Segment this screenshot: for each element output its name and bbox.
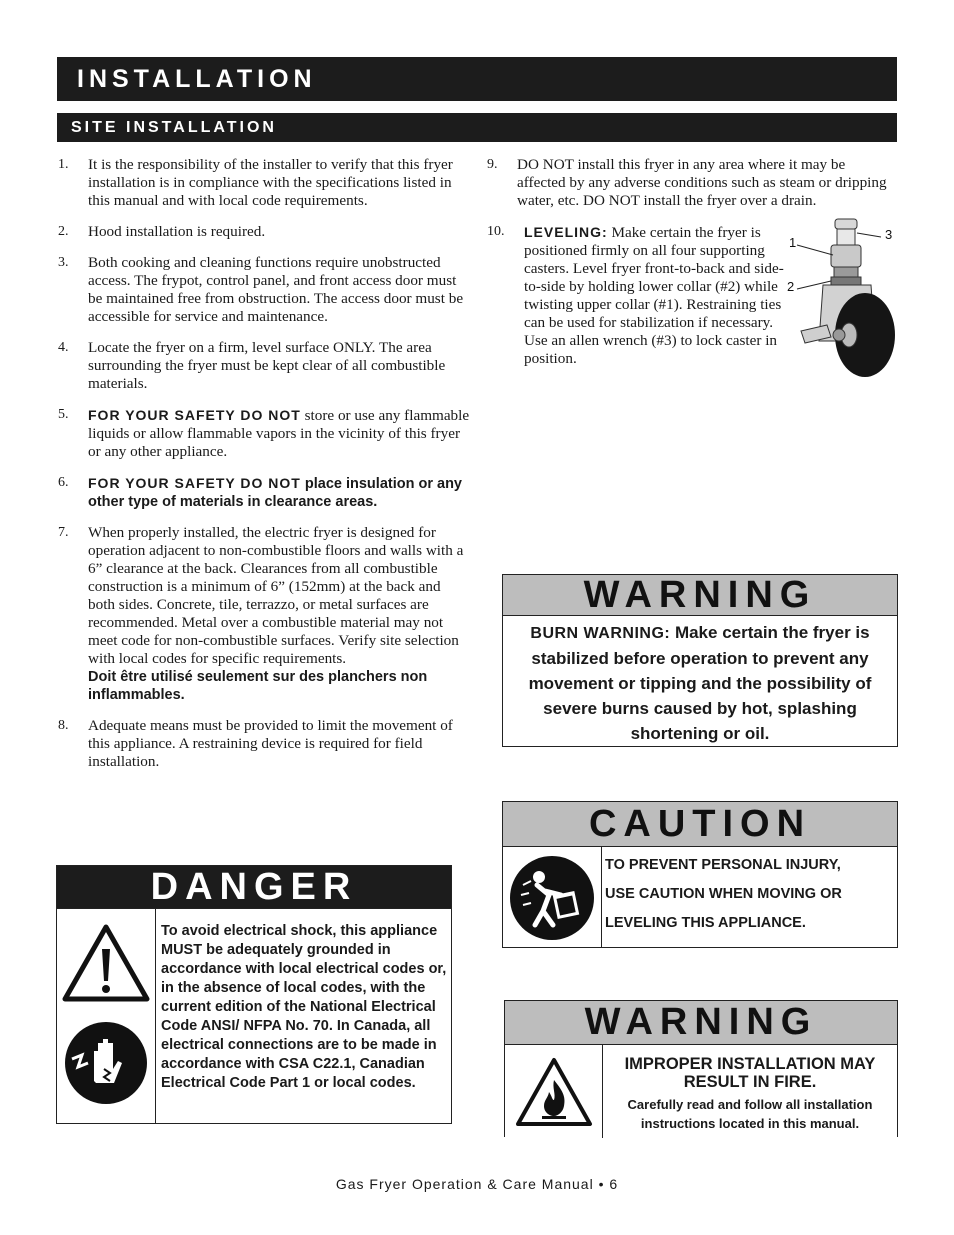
- item-text: Adequate means must be provided to limit the movement of this appliance. A restraining device is required for field installation.: [88, 717, 453, 770]
- item-number: 5.: [58, 407, 69, 422]
- burn-warning-lead: BURN WARNING:: [530, 625, 671, 642]
- item-body: store or use any flammable liquids or allow flammable vapors in the vicinity of this fryer or any other appliance.: [88, 407, 470, 460]
- list-item-3: [58, 254, 470, 326]
- danger-box: [56, 865, 452, 1124]
- subsection-title: SITE INSTALLATION: [71, 118, 277, 136]
- item-number: 3.: [58, 255, 69, 270]
- french-notice: Doit être utilisé seulement sur des planchers non inflammables.: [88, 669, 428, 703]
- caution-title: CAUTION: [503, 802, 897, 847]
- danger-text: To avoid electrical shock, this appliance MUST be adequately grounded in accordance with local electrical codes or, in the absence of local codes, with the current edition of the National Electrical Code ANSI/ NFPA No. 70. In Canada, all electrical connections are to be made in accordance with CSA C22.1, Canadian Electrical Code Part 1 or local codes.: [161, 923, 447, 1091]
- item-number: 2.: [58, 224, 69, 239]
- item-text: It is the responsibility of the installer to verify that this fryer installation is in compliance with the specifications listed in this manual and with local code requirements.: [88, 156, 453, 209]
- item-text: Hood installation is required.: [88, 223, 266, 240]
- item-text: [524, 223, 789, 368]
- right-column: [487, 156, 897, 381]
- safety-lead: FOR YOUR SAFETY DO NOT: [88, 407, 301, 423]
- burn-warning-text: [503, 616, 897, 746]
- fire-warning-body: Carefully read and follow all installation instructions located in this manual.: [627, 1097, 873, 1131]
- item-text: Locate the fryer on a firm, level surface ONLY. The area surrounding the fryer must be kept clear of all combustible materials.: [88, 339, 446, 392]
- item-number: 1.: [58, 157, 69, 172]
- exclamation-triangle-icon: [61, 923, 151, 1003]
- item-text: Both cooking and cleaning functions require unobstructed access. The frypot, control panel, and front access door must be maintained free from obstruction. The access door must be accessible for service and maintenance.: [88, 254, 464, 325]
- item-text: [88, 474, 470, 511]
- burn-warning-box: [502, 574, 898, 747]
- caster-label-2: 2: [787, 279, 795, 294]
- warning-title: WARNING: [505, 1001, 897, 1045]
- danger-icon-cell: [57, 909, 156, 1124]
- fire-warning-heading: IMPROPER INSTALLATION MAY RESULT IN FIRE.: [624, 1055, 876, 1091]
- list-item-1: [58, 156, 470, 210]
- caution-box: [502, 801, 898, 948]
- warning-title: WARNING: [503, 575, 897, 616]
- danger-title: DANGER: [57, 866, 451, 909]
- list-item-5: [58, 406, 470, 461]
- safety-lead: FOR YOUR SAFETY DO NOT: [88, 475, 301, 491]
- burn-warning-body: Make certain the fryer is stabilized before operation to prevent any movement or tipping and the possibility of severe burns caused by hot, splashing shortening or oil.: [528, 623, 872, 743]
- list-item-7: [58, 524, 470, 704]
- item-number: 7.: [58, 525, 69, 540]
- item-text: [88, 406, 470, 461]
- list-item-6: [58, 474, 470, 511]
- caution-line-2: USE CAUTION WHEN MOVING OR: [605, 886, 842, 902]
- page-footer: Gas Fryer Operation & Care Manual • 6: [335, 1176, 619, 1192]
- list-item-8: [58, 717, 470, 771]
- item-number: 4.: [58, 340, 69, 355]
- caster-illustration: [787, 211, 905, 379]
- list-item-2: [58, 223, 470, 241]
- list-item-10: [487, 223, 897, 368]
- item-text: DO NOT install this fryer in any area where it may be affected by any adverse conditions such as steam or dripping water, etc. DO NOT install the fryer over a drain.: [517, 156, 887, 209]
- item-number: 9.: [487, 157, 498, 172]
- section-title-bar: [57, 57, 897, 101]
- section-title: INSTALLATION: [77, 64, 317, 93]
- item-text: [88, 524, 470, 704]
- fire-warning-box: [504, 1000, 898, 1137]
- electric-shock-hand-icon: [64, 1021, 148, 1105]
- subsection-title-bar: [57, 113, 897, 142]
- caution-line-1: TO PREVENT PERSONAL INJURY,: [605, 857, 841, 873]
- leveling-lead: LEVELING:: [524, 224, 608, 240]
- list-item-9: [487, 156, 897, 210]
- fire-triangle-icon: [514, 1056, 594, 1128]
- item-body: place insulation or any other type of materials in clearance areas.: [88, 476, 462, 510]
- caster-label-3: 3: [885, 227, 893, 242]
- item-number: 8.: [58, 718, 69, 733]
- lifting-person-icon: [509, 855, 595, 941]
- fire-warning-text: [603, 1045, 897, 1138]
- caution-icon-cell: [503, 847, 602, 948]
- item-number: 6.: [58, 475, 69, 490]
- caution-line-3: LEVELING THIS APPLIANCE.: [605, 915, 806, 931]
- caster-label-1: 1: [789, 235, 797, 250]
- item-number: 10.: [487, 224, 505, 239]
- list-item-4: [58, 339, 470, 393]
- caution-text: [602, 847, 897, 948]
- left-column: [58, 156, 470, 784]
- item-body: When properly installed, the electric fryer is designed for operation adjacent to non-combustible floors and walls with a 6” clearance at the back. Clearances from all combustible construction is a minimum of 6” (152mm) at the back and both sides. Concrete, tile, terrazzo, or metal surfaces are recommended. Metal over a combustible material may not meet code for non-combustible surfaces. Verify site selection with local codes for specific requirements.: [88, 524, 464, 667]
- fire-icon-cell: [505, 1045, 603, 1138]
- item-body: Make certain the fryer is positioned firmly on all four supporting casters. Level fryer front-to-back and side-to-side by holding lower collar (#2) while twisting upper collar (#1). Restraining ties can be used for stabilization if necessary. Use an allen wrench (#3) to lock caster in position.: [524, 224, 784, 367]
